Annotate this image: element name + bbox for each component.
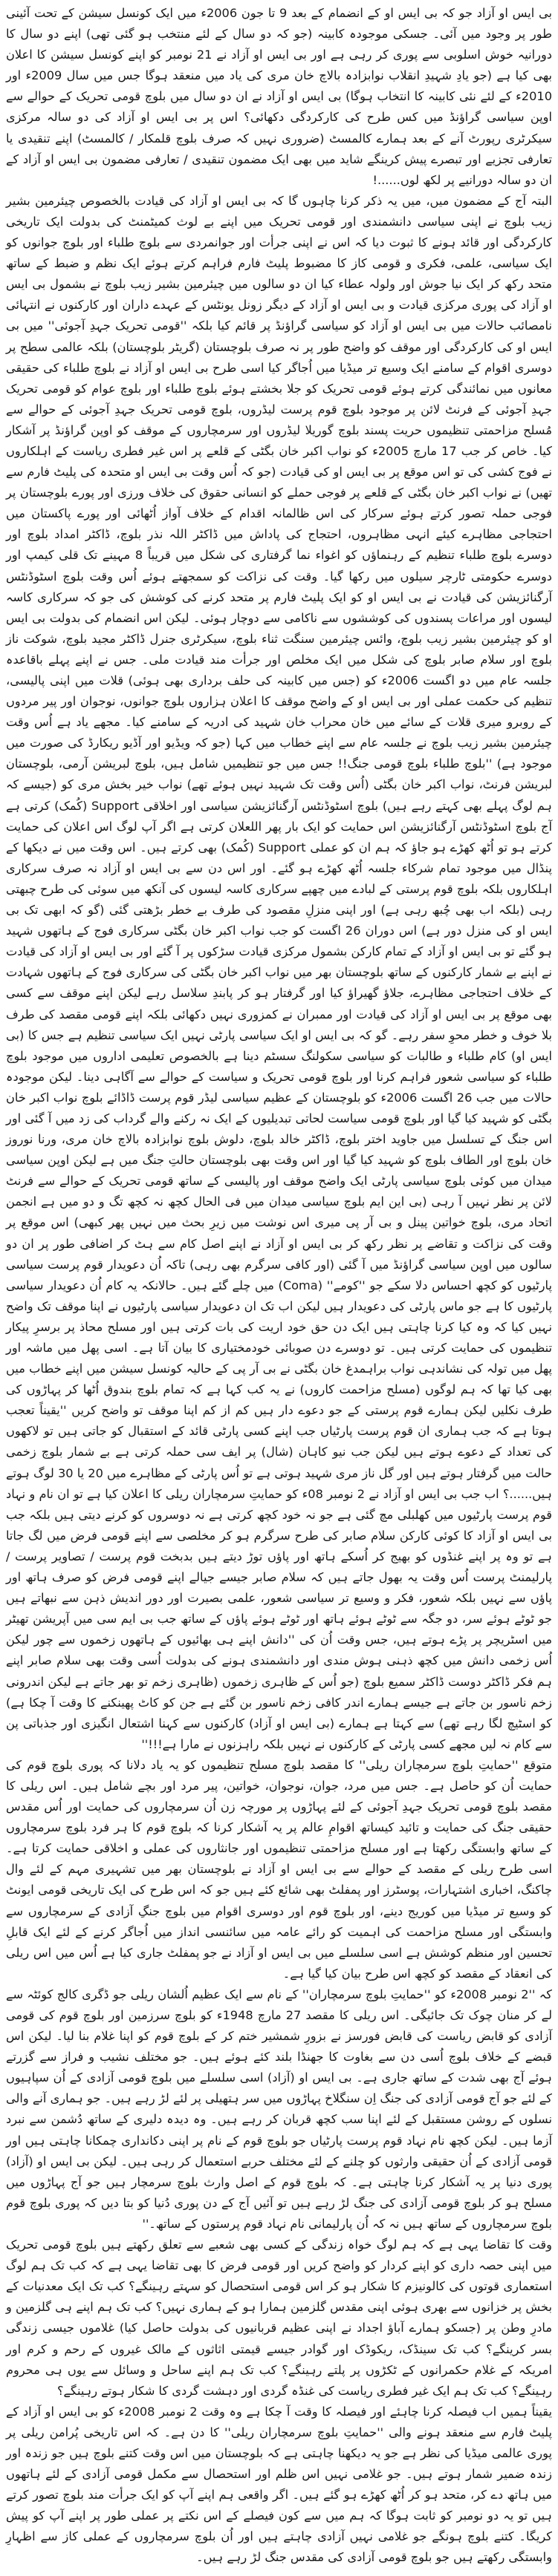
article-paragraph: بی ایس او آزاد جو کہ بی ایس او کے انضمام کے بعد 9 تا جون 2006ء میں ایک کونسل سیشن کے تحت آئینی طور پر وجود میں آئی۔ جسکی موجودہ کابینہ (جو کہ دو سال کے لئے منتخب ہو گئی تھی) اپنے دو سال کا دورانیہ خوش اسلوبی سے پوری کر رہی ہے اور بی ایس او آزاد نے 21 نومبر کو اپنے کونسل سیشن کا اعلان بھی کیا ہے (جو یادِ شہیدِ انقلاب نوابزادہ بالاچ خان مری کی یاد میں منعقد ہوگا جس میں سال 2009ء اور 2010ء کے لئے نئی کابینہ کا انتخاب ہوگا) بی ایس او آزاد نے ان دو سال میں بلوچ قومی تحریک کے حوالے سے اوپن سیاسی گراؤنڈ میں کس طرح کی کارکردگی دکھائی؟ اس پر بی ایس او آزاد کی دو سالہ مرکزی سیکرٹری رپورٹ آنے کے بعد ہمارے کالمسٹ (ضروری نہیں کہ صرف بلوچ قلمکار / کالمسٹ) اپنے تنقیدی یا تعارفی تجزیے اور تبصرے پیش کرینگے شاید میں بھی ایک مضمون تنقیدی / تعارفی مضمون بی ایس او آزاد کے ان دو سالہ دورانیے پر لکھ لوں......! [6, 6, 552, 187]
article-paragraph: وقت کا تقاضا یہی ہے کہ ہم لوگ خواہ زندگی کے کسی بھی شعبے سے تعلق رکھتے ہیں بلوچ قومی تحریک میں اپنی حصہ داری کو اپنے کردار کو واضح کریں اور قومی فرض کا بھی تقاضا یہی ہے کہ کب تک ہم لوگ استعماری قوتوں کی کالونیزم کا شکار ہو کر اس قومی استحصال کو سہتے رہینگے؟ کب تک ایک معدنیات کے بخش پر خزانوں سے بھری ہوئی اپنی مقدس گلزمین ہمارا ہو کے ہماری نہیں؟ کب تک ہم اپنے ہی گلزمین و مادرِ وطن پر (جسکو ہمارے آباؤ اجداد نے اپنی عظیم قربانیوں کی بدولت حاصل کیا) غلاموں جیسی زندگی بسر کرینگے؟ کب تک سینڈک، ریکوڈک اور گوادر جیسے قیمتی اثاثوں کے مالک غیروں کے رحم و کرم اور امریکہ کے غلام حکمرانوں کے ٹکڑوں پر پلتے رہینگے؟ کب تک ہم اپنے ساحل و وسائل سے یوں ہی محروم رہینگے؟ کب تک ہم ایک غیر فطری ریاست کی غنڈہ گردی اور دہشت گردی کا شکار ہوتے رہینگے؟ [6, 2237, 552, 2398]
article-paragraph: یقیناً ہمیں اب فیصلہ کرنا چاہئے اور فیصلہ کا وقت آ چکا ہے وہ وقت 2 نومبر 2008ء کو بی ایس او آزاد کے پلیٹ فارم سے منعقد ہونے والی ''حمایتِ بلوچ سرمچاران ریلی'' کا دن ہے۔ کہ اس تاریخی پُرامن ریلی پر پوری عالمی میڈیا کی نظر ہے جو یہ دیکھنا چاہتی ہے کہ بلوچستان میں اس وقت کتنے بلوچ ہیں جو زندہ اور زندہ ضمیر شمار ہوتے ہیں۔ جو غلامی نہیں اس ظلم اور استحصال سے مکمل قومی آزادی کے لئے ہاتھوں میں ہاتھ دے کر، متحد ہو کر اُٹھ کھڑے ہو گئے ہیں۔ اگر واقعی ہم اپنے آپ کو ایک جرأت مند بلوچ تصور کرتے ہیں تو یہ دو نومبر کو ثابت ہوگا کہ ہم میں سے کون فیصلے کے اس نکتے پر عملی طور پر اپنے آپ کو پیش کریگا۔ کتنے بلوچ ہونگے جو غلامی نہیں آزادی چاہتے ہیں اور اُن بلوچ سرمچاروں کے عملی کاز سے اظہارِ وابستگی رکھتے ہیں جو بلوچ قومی آزادی کی مقدس جنگ لڑ رہے ہیں۔ [6, 2404, 553, 2565]
article-paragraph: متوقع ''حمایتِ بلوچ سرمچاران ریلی'' کا مقصد بلوچ مسلح تنظیموں کو یہ یاد دلانا کہ پوری بلوچ قوم کی حمایت اُن کو حاصل ہے۔ جس میں مرد، جوان، نوجوان، خواتین، پیر مرد اور بچے شامل ہیں۔ اس ریلی کا مقصد بلوچ قومی تحریک جہدِ آجوئی کے لئے پہاڑوں پر مورچہ زن اُن سرمچاروں کی حمایت اور اُس مقدس حقیقی جنگ کی حمایت و تائید کیساتھ اقوامِ عالم پر یہ آشکار کرنا کہ بلوچ قوم کا ہر فرد بلوچ سرمچاروں کے ساتھ وابستگی رکھتا ہے اور مسلح مزاحمتی تنظیموں اور جانثاروں کی عملی و اخلاقی حمایت کرتا ہے۔ اسی طرح ریلی کے مقصد کے حوالے سے بی ایس او آزاد نے بلوچستان بھر میں تشہیری مہم کے لئے وال چاکنگ، اخباری اشتہارات، پوسٹرز اور پمفلٹ بھی شائع کئے ہیں جو کہ اس طرح کی ایک تاریخی قومی ایونٹ کو وسیع تر میڈیا میں کوریج دینے، اور بلوچ قوم اور دوسری اقوام میں بلوچ جنگِ آزادی کے سرمچاروں سے وابستگی اور مسلح مزاحمت کی اہمیت کو رائے عامہ میں سائنسی انداز میں اُجاگر کرنے کے لئے ایک قابلِ تحسین اور منظم کوشش ہے اسی سلسلے میں بی ایس او آزاد نے جو پمفلٹ جاری کیا ہے اُس میں اس ریلی کی انعقاد کے مقصد کو کچھ اس طرح بیان کیا گیا ہے۔ [6, 1757, 552, 1981]
article-paragraph: البتہ آج کے مضمون میں، میں یہ ذکر کرنا چاہوں گا کہ بی ایس او آزاد کی قیادت بالخصوص چیئرمین بشیر زیب بلوچ نے اپنی سیاسی دانشمندی اور قومی تحریک میں اپنے بے لوث کمیٹمنٹ کی بدولت ایک تاریخی کارکردگی اور قائد ہونے کا ثبوت دیا کہ اس نے اپنی جرأت اور جوانمردی سے بلوچ طلباء اور بلوچ جوانوں کو ایک سیاسی، علمی، فکری و قومی کاز کا مضبوط پلیٹ فارم فراہم کرتے ہوئے ایک نظم و ضبط کے ساتھ متحد رکھ کر ایک نیا جوش اور ولولہ عطاء کیا ان دو سالوں میں چیئرمین بشیر زیب بلوچ نے بشمول بی ایس او آزاد کی پوری مرکزی قیادت و بی ایس او آزاد کے دیگر زونل یونٹس کے عہدے داران اور کارکنوں نے انتہائی نامصائب حالات میں بی ایس او آزاد کو سیاسی گراؤنڈ پر قائم کیا بلکہ ''قومی تحریک جہدِ آجوئی'' میں بی ایس او کی کارکردگی اور موقف کو واضح طور پر نہ صرف بلوچستان (گریٹر بلوچستان) بلکہ عالمی سطح پر دوسری اقوام کے سامنے ایک وسیع تر میڈیا میں اُجاگر کیا اسی طرح بی ایس او آزاد نے بلوچ طلباء کی حقیقی معانوں میں نمائندگی کرتے ہوئے قومی تحریک کو جلا بخشتے ہوئے بلوچ طلباء اور بلوچ عوام کو قومی تحریک جہدِ آجوئی کے فرنٹ لائن پر موجود بلوچ قوم پرست لیڈروں، بلوچ قومی تحریک جہدِ آجوئی کے حوالے سے مُسلح مزاحمتی تنظیموں حریت پسند بلوچ گوریلا لیڈروں اور سرمچاروں کے موقف کو اوپن گراؤنڈ پر آشکار کیا۔ خاص کر جب 17 مارچ 2005ء کو نواب اکبر خان بگٹی کے قلعے پر اس غیر فطری ریاست کے اہلکاروں نے فوج کشی کی تو اس موقع پر بی ایس او کی قیادت (جو کہ اُس وقت بی ایس او متحدہ کی پلیٹ فارم سے تھیں) نے نواب اکبر خان بگٹی کے قلعے پر فوجی حملے کو انسانی حقوق کی خلاف ورزی اور پورے بلوچستان پر فوجی حملہ تصور کرتے ہوئے سرکار کی اس ظالمانہ اقدام کے خلاف آواز اُٹھائی اور پورے پاکستان میں احتجاجی مظاہرے کیئے انہی مظاہروں، احتجاج کی پاداش میں ڈاکٹر اللہ نذر بلوچ، ڈاکٹر امداد بلوچ اور دوسرے بلوچ طلباء تنظیم کے رہنماؤں کو اغواء نما گرفتاری کی شکل میں قریباً 8 مہینے تک قلی کیمپ اور دوسرے حکومتی ٹارچر سیلوں میں رکھا گیا۔ وقت کی نزاکت کو سمجھتے ہوئے اُس وقت بلوچ اسٹوڈنٹس آرگنائزیشن کی قیادت نے بی ایس او کو ایک پلیٹ فارم پر متحد کرنے کی کوشش کی جو کہ سرکاری کاسہ لیسوں اور مراعات پسندوں کی کوششوں سے ناکامی سے دوچار ہوئی۔ لیکن اس انضمام کی بدولت بی ایس او کو چیئرمین بشیر زیب بلوچ، وائس چیئرمین سنگت ثناء بلوچ، سیکرٹری جنرل ڈاکٹر مجید بلوچ، شوکت ناز بلوچ اور سلام صابر بلوچ کی شکل میں ایک مخلص اور جرأت مند قیادت ملی۔ جس نے اپنے پہلے باقاعدہ جلسہ عام میں دو اگست 2006ء کو (جس میں کابینہ کی حلف برداری بھی ہوئی) قلات میں اپنی پالیسی، تنظیم کی حکمت عملی اور بی ایس او کے واضح موقف کا اعلان ہزاروں بلوچ جوانوں، نوجوان اور پیر مردوں کے روبرو میری قلات کے سائے میں خان محراب خان شہید کی ادریہ کے سامنے کیا۔ مجھے یاد ہے اُس وقت چیئرمین بشیر زیب بلوچ نے جلسہ عام سے اپنے خطاب میں کہا (جو کہ ویڈیو اور آڈیو ریکارڈ کی صورت میں موجود ہے) ''بلوچ طلباء بلوچ قومی جنگ!! جس میں جو تنظیمیں شامل ہیں، بلوچ لبریشن آرمی، بلوچستان لبریشن فرنٹ، نواب اکبر خان بگٹی (اُس وقت تک شہید نہیں ہوئے تھے) نواب خیر بخش مری کو (جیسے کہ ہم لوگ پہلے بھی کہتے رہے ہیں) بلوچ اسٹوڈنٹس آرگنائزیشن سیاسی اور اخلاقی Support (کُمک) کرتی ہے آج بلوچ اسٹوڈنٹس آرگنائزیشن اس حمایت کو ایک بار پھر اللعلان کرتی ہے اگر آپ لوگ اس اعلان کی حمایت کرتے ہو تو اُٹھ کھڑے ہو جاؤ کہ ہم ان کو عملی Support (کُمک) بھی کرتے ہیں۔ اس وقت میں نے دیکھا کے پنڈال میں موجود تمام شرکاء جلسہ اُٹھ کھڑے ہو گئے۔ اور اس دن سے بی ایس او آزاد نہ صرف سرکاری اہلکاروں بلکہ بلوچ قوم پرستی کے لبادے میں چھپے سرکاری کاسہ لیسوں کی آنکھ میں سوئی کی طرح چبھتی رہی (بلکہ اب بھی چُبھ رہی ہے) اور اپنی منزلِ مقصود کی طرف بے خطر بڑھتی گئی (گو کہ ابھی تک بی ایس او کی منزل دور ہے) اس دوران 26 اگست کو جب نواب اکبر خان بگٹی سرکاری فوج کے ہاتھوں شہید ہو گئے تو بی ایس او آزاد کے تمام کارکن بشمول مرکزی قیادت سڑکوں پر آ گئے اور بی ایس او آزاد کی قیادت نے اپنے بے شمار کارکنوں کے ساتھ بلوچستان بھر میں نواب اکبر خان بگٹی کی سرکاری فوج کے ہاتھوں شہادت کے خلاف احتجاجی مظاہرے، جلاؤ گھیراؤ کیا اور گرفتار ہو کر پابندِ سلاسل رہے لیکن اپنے موقف سے کسی بھی موقع پر بی ایس او آزاد کی قیادت اور ممبران نے کمزوری نہیں دکھائی بلکہ اپنے قومی مقصد کی طرف بلا خوف و خطر محوِ سفر رہے۔ گو کہ بی ایس او ایک سیاسی پارٹی نہیں ایک سیاسی تنظیم ہے جس کا (بی ایس او) کام طلباء و طالبات کو سیاسی سکولنگ سسٹم دینا ہے بالخصوص تعلیمی اداروں میں موجود بلوچ طلباء کو سیاسی شعور فراہم کرنا اور بلوچ قومی تحریک و سیاست کے حوالے سے آگاہی دینا۔ لیکن موجودہ حالات میں جب 26 اگست 2006ء کو بلوچستان کے عظیم سیاسی لیڈر قوم پرست ڈاڈائے بلوچ نواب اکبر خان بگٹی کو شہید کیا گیا اور بلوچ قومی سیاست لحاتی تبدیلیوں کے ایک نہ رکنے والے گرداب کی زد میں آ گئی اور اس جنگ کے تسلسل میں جاوید اختر بلوچ، ڈاکٹر خالد بلوچ، دلوش بلوچ نوابزادہ بالاچ خان مری، ورنا نوروز خان بلوچ اور الطاف بلوچ کو شہید کیا گیا اور اس وقت بھی بلوچستان حالتِ جنگ میں ہے لیکن اوپن سیاسی میدان میں کوئی بلوچ سیاسی پارٹی ایک واضح موقف اور پالیسی کے ساتھ قومی تحریک کے حوالے سے فرنٹ لائن پر نظر نہیں آ رہی (بی این ایم بلوچ سیاسی میدان میں فی الحال کچھ نہ کچھ تگ و دو میں ہے انجمن اتحاد مری، بلوچ خواتین پینل و بی آر پی میری اس نوشت میں زیرِ بحث میں نہیں پھر کبھی) اس موقع پر وقت کی نزاکت و تقاضے پر نظر رکھ کر بی ایس او آزاد نے اپنے اصل کام سے ہٹ کر اضافی طور پر ان دو سالوں میں اوپن سیاسی گراؤنڈ میں آ گئی (اور کافی سرگرم بھی رہی) تاکہ اُن دعویدار قوم پرست سیاسی پارٹیوں کو کچھ احساس دلا سکے جو ''کومے'' (Coma) میں چلے گئے ہیں۔ حالانکہ یہ کام اُن دعویدار سیاسی پارٹیوں کا ہے جو ماس پارٹی کی دعویدار ہیں لیکن اب تک ان دعویدار سیاسی پارٹیوں نے اپنا موقف تک واضح نہیں کیا کہ وہ کیا کرنا چاہتی ہیں ایک دن حق خود اریت کی بات کرتی ہیں اور مسلح محاذ پر برسرِ پیکار تنظیموں کی حمایت کرتی ہیں۔ تو دوسرے دن صوبائی خودمختیاری کا بیان آتا ہے۔ اسی پھل میں ماشہ اور پھل میں تولہ کی نشاندہی نواب براہمدغ خان بگٹی نے بی آر پی کے حالیہ کونسل سیشن میں اپنے خطاب میں بھی کیا تھا کہ ہم لوگوں (مسلح مزاحمت کاروں) نے یہ کب کہا ہے کہ تمام بلوچ بندوق اُٹھا کر پہاڑوں کی طرف نکلیں لیکن ہمارے قوم پرستی کے جو دعوے دار ہیں کم از کم اپنا موقف تو واضح کریں ''یقیناً تعجب ہوتا ہے کہ جب ہماری ان قوم پرست پارٹیاں جب اپنے کسی پارٹی قائد کے استقبال کو جاتی ہیں تو لاکھوں کی تعداد کے دعوے ہوتے ہیں لیکن جب نیو کاہان (شال) پر ایف سی حملہ کرتی ہے بے شمار بلوچ زخمی حالت میں گرفتار ہوتے ہیں اور گل ناز مری شہید ہوتی ہے تو اُس پارٹی کے مظاہرے میں 20 یا 30 لوگ ہوتے ہیں......؟ اب جب بی ایس او آزاد نے 2 نومبر 08ء کو حمایتِ سرمچاران ریلی کا اعلان کیا ہے تو ان نام و نہاد قوم پرست پارٹیوں میں کھلبلی مچ گئی ہے جو نہ خود کچھ کرتی ہے نہ دوسروں کو کرنے دیتی ہیں بلکہ جب بی ایس او آزاد کا کوئی کارکن سلام صابر کی طرح سرگرم ہو کر مخلصی سے اپنے قومی فرض میں لگ جاتا ہے تو وہ پر اپنے غنڈوں کو بھیج کر اُسکے ہاتھ اور پاؤں توڑ دیتے ہیں بدبخت قوم پرست / تصاویر پرست / پارلیمنٹ پرست اُس وقت یہ بھول جاتے ہیں کہ سلام صابر جیسے جیالے اپنے قومی فرض کو صرف ہاتھ اور پاؤں سے نہیں بلکہ شعور، فکر و وسیع تر سیاسی شعور، علمی بصیرت اور دور اندیش ذہن سے نبھاتے ہیں جو ٹوٹے ہوئے سر، دو جگہ سے ٹوٹے ہوئے ہاتھ اور ٹوٹے ہوئے پاؤں کے ساتھ جب بی ایم سی میں آپریشن تھیٹر میں اسٹریچر پر پڑے ہوتے ہیں، جس وقت اُن کی ''دانش اپنے ہی بھائیوں کے ہاتھوں زخموں سے چور لیکن اُس زخمی دانش میں کچھ ذہنی ہوش مندی اور دانشمندی ہونے کی بدولت اُسی وقت بھی سلام صابر اپنے ہم فکر ڈاکٹر دوست ڈاکٹر سمیع بلوچ (جو اُس کے ظاہری زخموں (ظاہری زخم تو بھر جاتے ہے لیکن اندرونی زخم ناسور بن جاتے ہے جیسے ہمارے اندر کافی زخم ناسور بن گئے ہے جن کو کاٹ پھینکنے کا وقت آ چکا ہے) کو اسٹیچ لگا رہے تھے) سے کہتا ہے ہمارے (بی ایس او آزاد) کارکنوں سے کہنا اشتعال انگیزی اور جذباتی پن سے کام نہ لیں مجھے کسی پارٹی کے کارکنوں نے نہیں بلکہ راہزنوں نے مارا ہے!!!'' [6, 193, 553, 1751]
article-paragraph: کہ ''2 نومبر 2008ء کو ''حمایتِ بلوچ سرمچاران'' کے نام سے ایک عظیم اُلشان ریلی جو ڈگری کالج کوئٹہ سے لے کر منان چوک تک جائیگی۔ اس ریلی کا مقصد 27 مارچ 1948ء کو بلوچ سرزمین اور بلوچ قوم کی قومی آزادی کو قابض ریاست کی قابض فورسز نے بزورِ شمشیر ختم کر کے بلوچ قوم کو اپنا غلام بنا لیا۔ لیکن اس قبضے کے خلاف بلوچ اُسی دن سے بغاوت کا جھنڈا بلند کئے ہوئے ہیں۔ جو مختلف نشیب و فراز سے گزرتے ہوئے آج بھی شدت کے ساتھ جاری ہے۔ بی ایس او (آزاد) اسی سلسلے میں بلوچ قومی آزادی کے اُن سپاہیوں کے لئے جو آج قومی آزادی کی جنگ اِن سنگلاخ پہاڑوں میں سر ہتھیلی پر لئے لڑ رہے ہیں۔ جو ہماری آنے والی نسلوں کے روشن مستقبل کے لئے اپنا سب کچھ قربان کر رہے ہیں۔ وہ دیدہ دلیری کے ساتھ دُشمن سے نبرد آزما ہیں۔ لیکن کچھ نام نہاد قوم پرست پارٹیاں جو بلوچ قوم کے نام پر اپنی دکانداری چمکانا چاہتی ہیں اور قومی آزادی کے اُن حقیقی وارثوں کو چلنے کے لئے مختلف حربے استعمال کر رہی ہیں۔ لیکن بی ایس او (آزاد) پوری دنیا پر یہ آشکار کرنا چاہتی ہے۔ کہ بلوچ قوم کے اصل وارث بلوچ سرمچار ہیں جو آج پہاڑوں میں مسلح ہو کر بلوچ قومی آزادی کی جنگ لڑ رہے ہیں تو آئیں آج کے دن پوری دُنیا کو بتا دیں کہ پوری بلوچ قوم بلوچ سرمچاروں کے ساتھ ہیں نہ کہ اُن پارلیمانی نام نہاد قوم پرستوں کے ساتھ۔'' [6, 1987, 552, 2231]
